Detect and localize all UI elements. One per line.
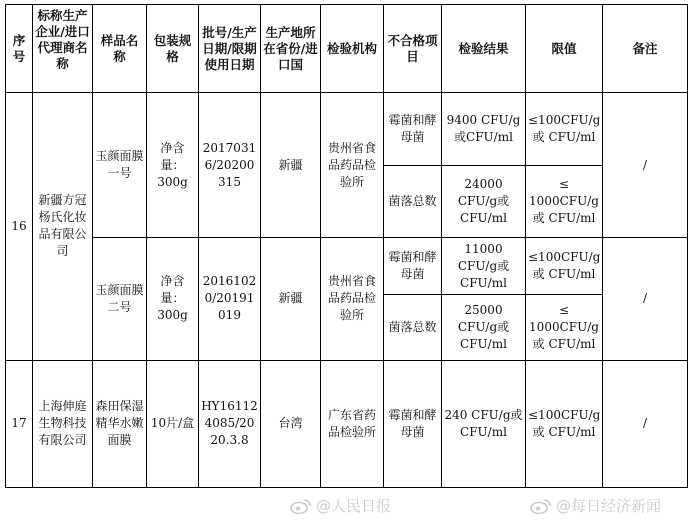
- item-cell: 霉菌和酵母菌: [384, 360, 442, 487]
- lab-cell: 贵州省食品药品检验所: [321, 93, 384, 238]
- header-spec: 包装规格: [147, 5, 199, 93]
- product-name-cell: 玉颜面膜 二号: [93, 238, 147, 360]
- weibo-icon: [530, 498, 552, 514]
- header-product: 样品名称: [93, 5, 147, 93]
- weibo-icon: [290, 498, 312, 514]
- item-cell: 霉菌和酵母菌: [384, 238, 442, 295]
- origin-cell: 台湾: [261, 360, 321, 487]
- watermark-right-text: @每日经济新闻: [556, 497, 662, 515]
- spec-cell: 净含量：300g: [147, 93, 199, 238]
- product-name-cell: 玉颜面膜 一号: [93, 93, 147, 238]
- seq-cell: 17: [6, 360, 33, 487]
- item-cell: 菌落总数: [384, 166, 442, 238]
- result-cell: 24000 CFU/g或CFU/ml: [442, 166, 526, 238]
- limit-cell: ≤ 1000CFU/g或 CFU/ml: [526, 295, 603, 360]
- header-origin: 生产地所在省份/进口国: [261, 5, 321, 93]
- header-note: 备注: [603, 5, 688, 93]
- inspection-table: [5, 4, 688, 488]
- seq-cell: 16: [6, 93, 33, 361]
- note-cell: /: [603, 238, 688, 360]
- origin-cell: 新疆: [261, 238, 321, 360]
- limit-cell: ≤100CFU/g或 CFU/ml: [526, 238, 603, 295]
- batch-cell: HY161124085/2020.3.8: [199, 360, 261, 487]
- watermark-right: [530, 495, 661, 516]
- header-limit: 限值: [526, 5, 603, 93]
- result-cell: 25000 CFU/g或CFU/ml: [442, 295, 526, 360]
- batch-cell: 20161020/20191019: [199, 238, 261, 360]
- table-row: [6, 93, 688, 166]
- note-cell: /: [603, 360, 688, 487]
- note-cell: /: [603, 93, 688, 238]
- table-row: [6, 360, 688, 487]
- limit-cell: ≤100CFU/g或 CFU/ml: [526, 360, 603, 487]
- lab-cell: 广东省药品检验所: [321, 360, 384, 487]
- result-cell: 240 CFU/g或CFU/ml: [442, 360, 526, 487]
- limit-cell: ≤ 1000CFU/g或 CFU/ml: [526, 166, 603, 238]
- watermark-left-text: @人民日报: [316, 497, 392, 515]
- limit-cell: ≤100CFU/g或 CFU/ml: [526, 93, 603, 166]
- origin-cell: 新疆: [261, 93, 321, 238]
- header-row: [6, 5, 688, 93]
- table-row: [6, 238, 688, 295]
- header-seq: 序号: [6, 5, 33, 93]
- header-item: 不合格项目: [384, 5, 442, 93]
- company-cell: 新疆方冠杨氏化妆品有限公司: [33, 93, 93, 361]
- spec-cell: 10片/盒: [147, 360, 199, 487]
- item-cell: 菌落总数: [384, 295, 442, 360]
- product-name-cell: 森田保湿精华水嫩面膜: [93, 360, 147, 487]
- header-lab: 检验机构: [321, 5, 384, 93]
- result-cell: 9400 CFU/g或CFU/ml: [442, 93, 526, 166]
- header-result: 检验结果: [442, 5, 526, 93]
- lab-cell: 贵州省食品药品检验所: [321, 238, 384, 360]
- spec-cell: 净含量：300g: [147, 238, 199, 360]
- item-cell: 霉菌和酵母菌: [384, 93, 442, 166]
- header-company: 标称生产企业/进口代理商名称: [33, 5, 93, 93]
- watermark-bar: [0, 490, 690, 520]
- company-cell: 上海伸庭生物科技有限公司: [33, 360, 93, 487]
- result-cell: 11000 CFU/g或CFU/ml: [442, 238, 526, 295]
- header-batch: 批号/生产日期/限期使用日期: [199, 5, 261, 93]
- watermark-left: [290, 495, 391, 516]
- batch-cell: 20170316/20200315: [199, 93, 261, 238]
